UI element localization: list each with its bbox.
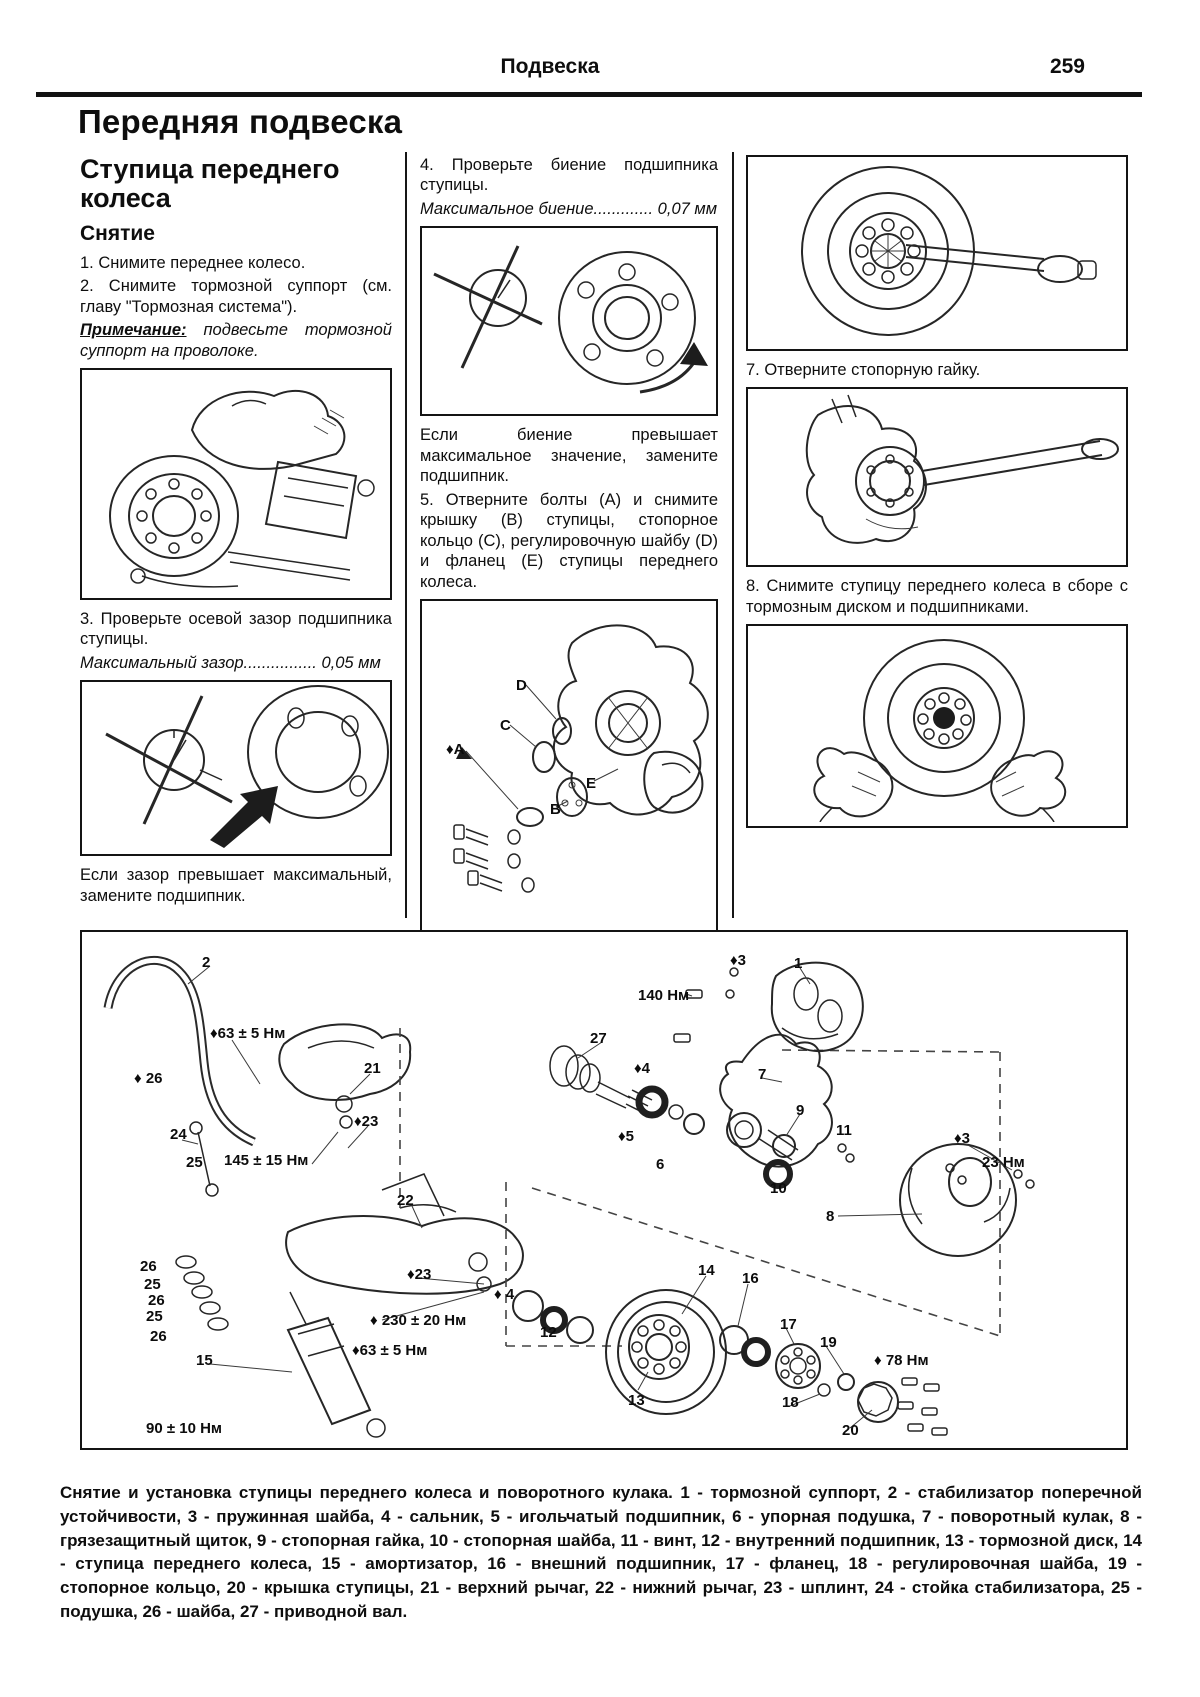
diagram-part-label: 9 (796, 1102, 805, 1119)
diagram-part-label: ♦ 230 ± 20 Нм (370, 1312, 467, 1329)
step-4: 4. Проверьте биение подшипника ступицы. (420, 156, 718, 195)
diagram-part-label: 25 (144, 1276, 161, 1293)
diagram-part-label: 7 (758, 1066, 767, 1083)
note-text: подвесьте тормозной суппорт на проволоке. (80, 321, 392, 360)
left-column (80, 155, 392, 909)
diagram-part-label: 14 (698, 1262, 715, 1279)
diagram-part-label: 18 (782, 1394, 799, 1411)
step-2: 2. Снимите тормозной суппорт (см. главу "Тормозная система"). (80, 277, 392, 316)
note (80, 320, 392, 361)
bearing-drive-illustration (748, 157, 1126, 345)
diagram-part-label: 26 (140, 1258, 157, 1275)
main-exploded-diagram (80, 930, 1128, 1450)
axial-play-check-illustration (82, 682, 390, 850)
diagram-part-label: 140 Нм (638, 987, 690, 1004)
diagram-part-label: 22 (397, 1192, 414, 1209)
result-3: Если зазор превышает максимальный, замените подшипник. (80, 866, 392, 905)
diagram-part-label: 16 (742, 1270, 759, 1287)
figure-hub-exploded (420, 599, 718, 933)
step-7: 7. Отверните стопорную гайку. (746, 361, 981, 379)
diagram-part-label: ♦4 (634, 1060, 650, 1077)
note-label: Примечание: (80, 321, 187, 340)
section-title: Ступица переднего колеса (80, 154, 340, 213)
diagram-part-label: 10 (770, 1180, 787, 1197)
chapter-title: Подвеска (500, 55, 600, 78)
locknut-removal-illustration (748, 389, 1126, 561)
figure-axial-play-check (80, 680, 392, 856)
diagram-part-label: 26 (150, 1328, 167, 1345)
diagram-part-label: 23 Нм (982, 1154, 1025, 1171)
figure-letter-label: E (586, 774, 597, 792)
diagram-part-label: 2 (202, 954, 211, 971)
page-number: 259 (1049, 55, 1085, 78)
middle-column (420, 155, 718, 986)
figure-bearing-drive (746, 155, 1128, 351)
diagram-part-label: ♦63 ± 5 Нм (210, 1025, 286, 1042)
diagram-part-label: 15 (196, 1352, 213, 1369)
figure-letter-label: C (500, 716, 511, 734)
figure-runout-check (420, 226, 718, 416)
diagram-part-label: 21 (364, 1060, 381, 1077)
diagram-part-label: 90 ± 10 Нм (146, 1420, 223, 1437)
diagram-part-label: 19 (820, 1334, 837, 1351)
diagram-caption: Снятие и установка ступицы переднего колеса и поворотного кулака. 1 - тормозной суппорт, 2 - стабилизатор поперечной устойчивости, 3 - пружинная шайба, 4 - сальник, 5 - игольчатый подшипник, 6 - упорная подушка, 7 - поворотный кулак, 8 - грязезащитный щиток, 9 - стопорная гайка, 10 - стопорная шайба, 11 - винт, 12 - внутренний подшипник, 13 - тормозной диск, 14 - ступица переднего колеса, 15 - амортизатор, 16 - внешний подшипник, 17 - фланец, 18 - регулировочная шайба, 19 - стопорное кольцо, 20 - крышка ступицы, 21 - верхний рычаг, 22 - нижний рычаг, 23 - шплинт, 24 - стойка стабилизатора, 25 - подушка, 26 - шайба, 27 - приводной вал. (60, 1483, 1142, 1621)
diagram-part-label: 26 (148, 1292, 165, 1309)
diagram-part-label: ♦23 (407, 1266, 432, 1283)
column-divider (732, 152, 734, 918)
spec-max-clearance: Максимальный зазор................ 0,05 мм (80, 653, 381, 672)
front-corner-assembly-illustration (82, 370, 390, 594)
diagram-part-label: ♦ 78 Нм (874, 1352, 929, 1369)
diagram-part-label: 13 (628, 1392, 645, 1409)
diagram-part-label: ♦3 (954, 1130, 970, 1147)
spec-max-runout: Максимальное биение............. 0,07 мм (420, 199, 718, 218)
subsection-title: Снятие (80, 221, 155, 245)
step-8: 8. Снимите ступицу переднего колеса в сборе с тормозным диском и подшипниками. (746, 577, 1128, 616)
figure-hub-removal-hands (746, 624, 1128, 828)
hub-exploded-illustration (422, 601, 716, 927)
diagram-part-label: 6 (656, 1156, 665, 1173)
main-exploded-diagram-illustration (82, 932, 1126, 1448)
diagram-part-label: 12 (540, 1324, 557, 1341)
figure-locknut-removal (746, 387, 1128, 567)
diagram-part-label: 24 (170, 1126, 187, 1143)
right-column (746, 155, 1128, 837)
column-divider (405, 152, 407, 918)
header-rule (36, 92, 1142, 97)
step-1: 1. Снимите переднее колесо. (80, 253, 306, 272)
runout-check-illustration (422, 228, 716, 410)
diagram-part-label: 8 (826, 1208, 835, 1225)
diagram-part-label: 17 (780, 1316, 797, 1333)
step-3: 3. Проверьте осевой зазор подшипника ступицы. (80, 610, 392, 649)
figure-letter-label: D (516, 676, 527, 694)
figure-front-corner-assembly (80, 368, 392, 600)
figure-letter-label: ♦А (446, 740, 465, 758)
diagram-part-label: ♦23 (354, 1113, 379, 1130)
hub-removal-hands-illustration (748, 626, 1126, 822)
diagram-part-label: ♦ 4 (494, 1286, 515, 1303)
diagram-part-label: 1 (794, 955, 803, 972)
diagram-part-label: 27 (590, 1030, 607, 1047)
diagram-part-label: ♦ 26 (134, 1070, 163, 1087)
result-4: Если биение превышает максимальное значение, замените подшипник. (420, 426, 718, 486)
diagram-part-label: ♦3 (730, 952, 746, 969)
diagram-part-label: 20 (842, 1422, 859, 1439)
page-title: Передняя подвеска (78, 103, 403, 140)
diagram-part-label: 25 (186, 1154, 203, 1171)
figure-letter-label: B (550, 800, 561, 818)
diagram-part-label: 11 (836, 1122, 852, 1139)
diagram-part-label: 145 ± 15 Нм (224, 1152, 309, 1169)
diagram-part-label: 25 (146, 1308, 163, 1325)
diagram-part-label: ♦5 (618, 1128, 634, 1145)
diagram-part-label: ♦63 ± 5 Нм (352, 1342, 428, 1359)
step-5: 5. Отверните болты (А) и снимите крышку (В) ступицы, стопорное кольцо (С), регулировочную шайбу (D) и фланец (Е) ступицы переднего колеса. (420, 490, 718, 591)
